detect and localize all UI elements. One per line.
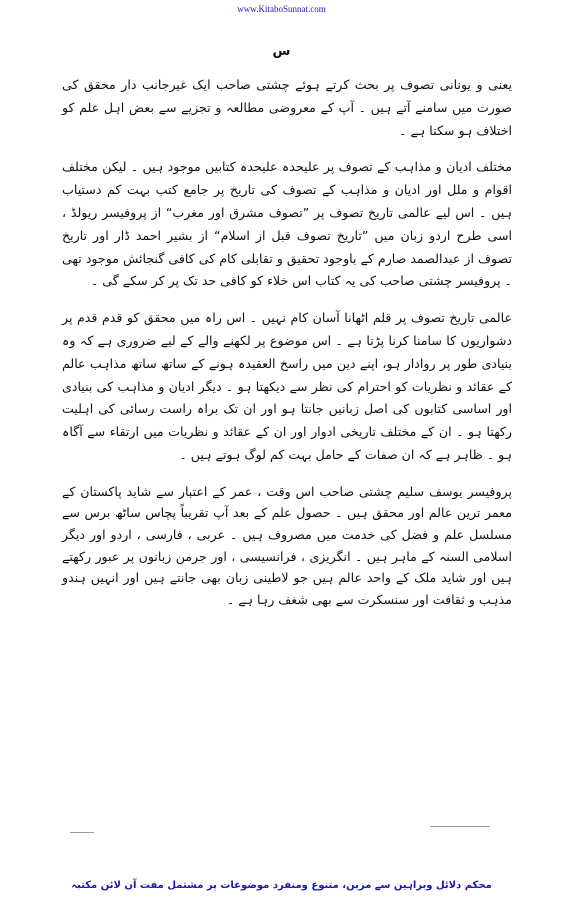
page-body	[62, 74, 512, 624]
scan-mark-divider-left	[70, 832, 94, 833]
website-link[interactable]: www.KitaboSunnat.com	[237, 4, 326, 14]
paragraph-1: یعنی و یونانی تصوف پر بحث کرتے ہوئے چشتی صاحب ایک غیرجانب دار محقق کی صورت میں سامنے آتے ہیں ۔ آپ کے معروضی مطالعہ و تجزیے سے بعض اہل علم کو اختلاف ہو سکتا ہے ۔	[62, 77, 512, 138]
paragraph-4: پروفیسر یوسف سلیم چشتی صاحب اس وقت ، عمر کے اعتبار سے شاید پاکستان کے معمر ترین عالم اور محقق ہیں ۔ حصول علم کے بعد آپ تقریباً پچاس ساٹھ برس سے مسلسل علم و فضل کی خدمت میں مصروف ہیں ۔ عربی ، فارسی ، اردو اور دیگر اسلامی السنہ کے ماہر ہیں ۔ انگریزی ، فرانسیسی ، اور جرمن زبانوں پر عبور رکھتے ہیں اور شاید ملک کے واحد عالم ہیں جو لاطینی زبان بھی جانتے ہیں اور انہیں ہندو مذہب و ثقافت اور سنسکرت سے بھی شغف رہا ہے ۔	[62, 483, 512, 607]
paragraph-2: مختلف ادیان و مذاہب کے تصوف پر علیحدہ علیحدہ کتابیں موجود ہیں ۔ لیکن مختلف اقوام و ملل اور ادیان و مذاہب کے تصوف کی تاریخ پر جامع کتب بہت کم دستیاب ہیں ۔ اس لیے عالمی تاریخ تصوف پر ”تصوف مشرق اور مغرب“ از پروفیسر ریولڈ ، اسی طرح اردو زبان میں ”تاریخ تصوف قبل از اسلام“ از بشیر احمد ڈار اور تاریخ تصوف از عبدالصمد صارم کے باوجود تحقیق و تقابلی کام کی کافی گنجائش موجود تھی ۔ پروفیسر چشتی صاحب کی یہ کتاب اس خلاء کو کافی حد تک پر کر سکے گی ۔	[62, 159, 512, 289]
scan-mark-divider	[430, 826, 490, 827]
paragraph-3: عالمی تاریخ تصوف پر قلم اٹھانا آسان کام نہیں ۔ اس راہ میں محقق کو قدم قدم پر دشواریوں کا سامنا کرنا پڑتا ہے ۔ اس موضوع پر لکھنے والے کے لیے ضروری ہے کہ وہ بنیادی طور پر روادار ہو، اپنے دین میں راسخ العقیدہ ہونے کے ساتھ ساتھ مذاہب عالم کے عقائد و نظریات کو احترام کی نظر سے دیکھتا ہو ۔ دیگر ادیان و مذاہب کی بنیادی اور اساسی کتابوں کی اصل زبانیں جانتا ہو اور ان تک براہ راست رسائی کی اہلیت رکھتا ہو ۔ ان کے مختلف تاریخی ادوار اور ان کے عقائد و نظریات میں ارتقاء سے آگاہ ہو ۔ ظاہر ہے کہ ان صفات کے حامل بہت کم لوگ ہوتے ہیں ۔	[62, 310, 512, 462]
footer-tagline: محکم دلائل وبراہین سے مزین، متنوع ومنفرد موضوعات پر مشتمل مفت آن لائن مکتبہ	[71, 880, 492, 891]
page-number: س	[272, 44, 291, 59]
